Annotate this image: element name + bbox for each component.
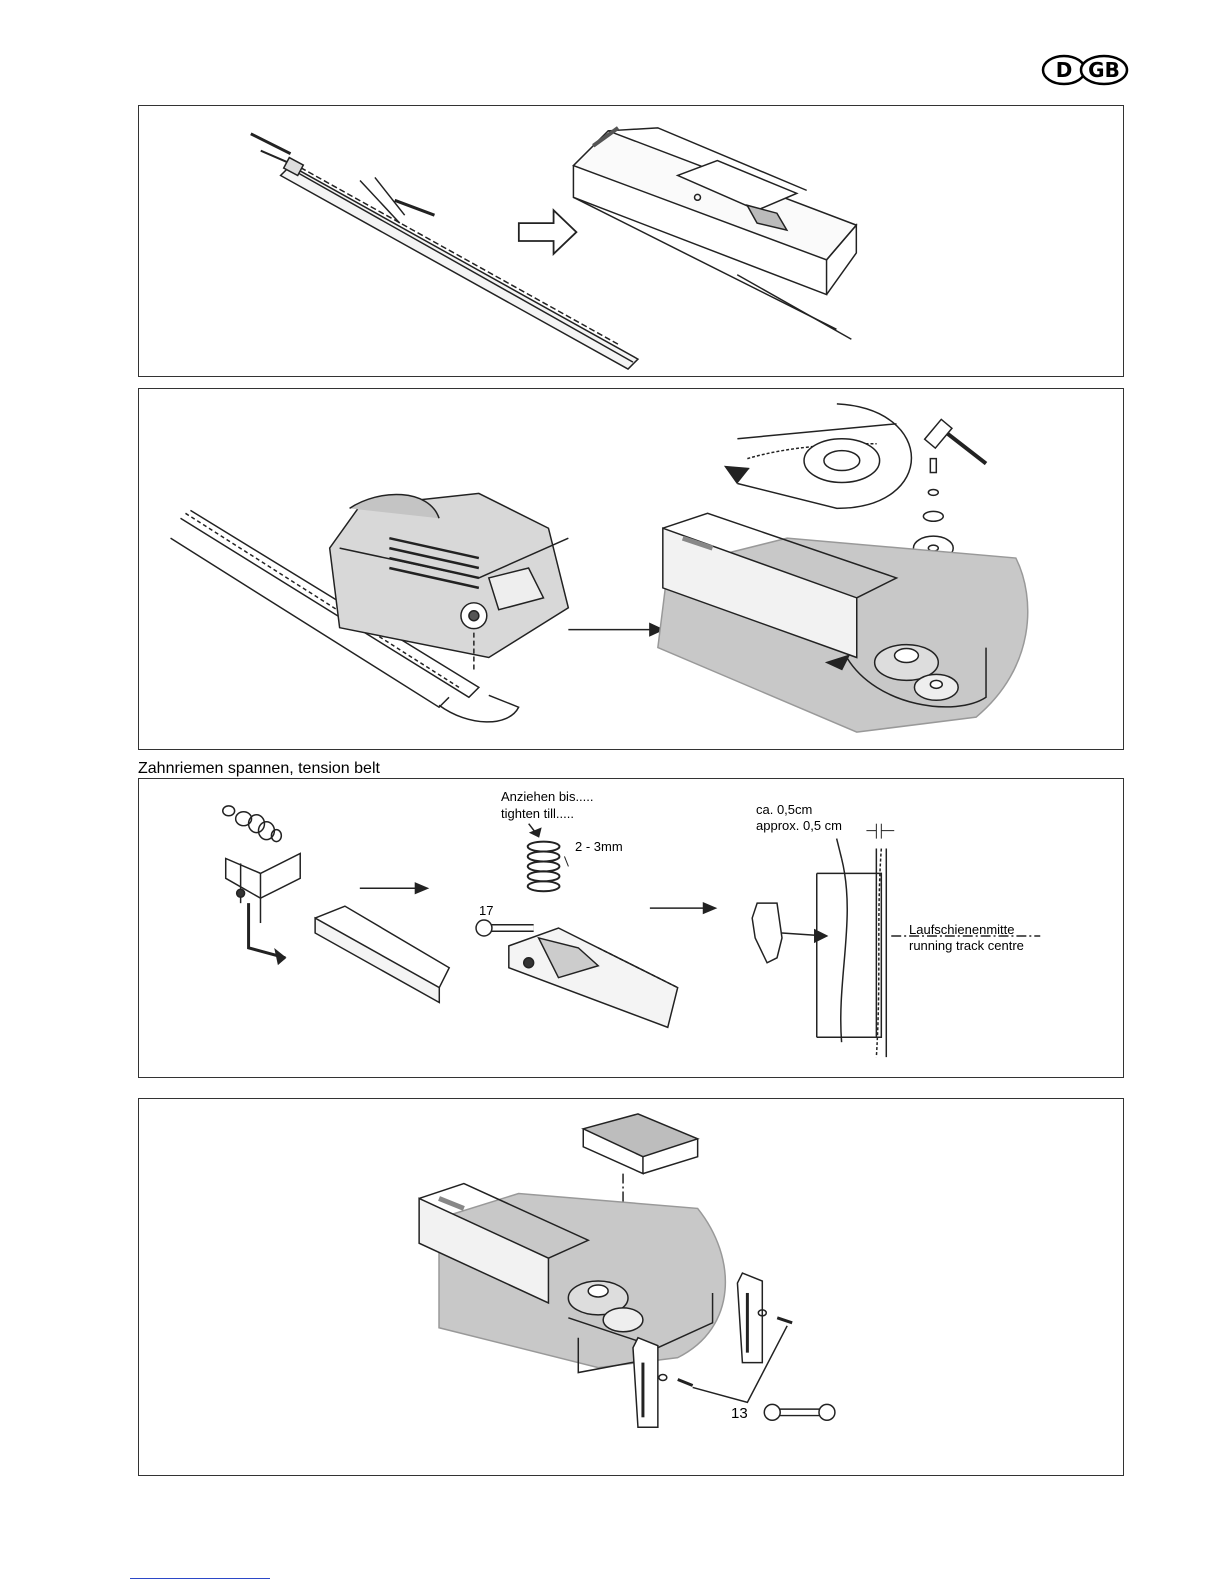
label-tighten-de: Anziehen bis..... <box>501 789 594 804</box>
section-title-tension-belt: Zahnriemen spannen, tension belt <box>138 760 380 777</box>
label-wrench-17: 17 <box>479 903 494 918</box>
panel-cover-brackets <box>138 1098 1124 1476</box>
label-centre-en: running track centre <box>909 938 1024 953</box>
label-deflection-en: approx. 0,5 cm <box>756 818 842 833</box>
rail-assembly-illustration <box>139 106 1123 376</box>
label-deflection-de: ca. 0,5cm <box>756 802 813 817</box>
label-wrench-13: 13 <box>731 1405 748 1422</box>
panel-tension-belt <box>138 778 1124 1078</box>
cover-brackets-illustration <box>139 1099 1123 1475</box>
label-gap: 2 - 3mm <box>575 839 623 854</box>
language-badge <box>1040 54 1130 86</box>
footer-link-underline <box>130 1578 270 1579</box>
label-centre-de: Laufschienenmitte <box>909 922 1015 937</box>
lang-d: D <box>1055 58 1073 82</box>
panel-rail-assembly <box>138 105 1124 377</box>
motor-mounting-illustration <box>139 389 1123 749</box>
lang-gb: GB <box>1088 58 1120 82</box>
panel-motor-mounting <box>138 388 1124 750</box>
label-tighten-en: tighten till..... <box>501 806 574 821</box>
